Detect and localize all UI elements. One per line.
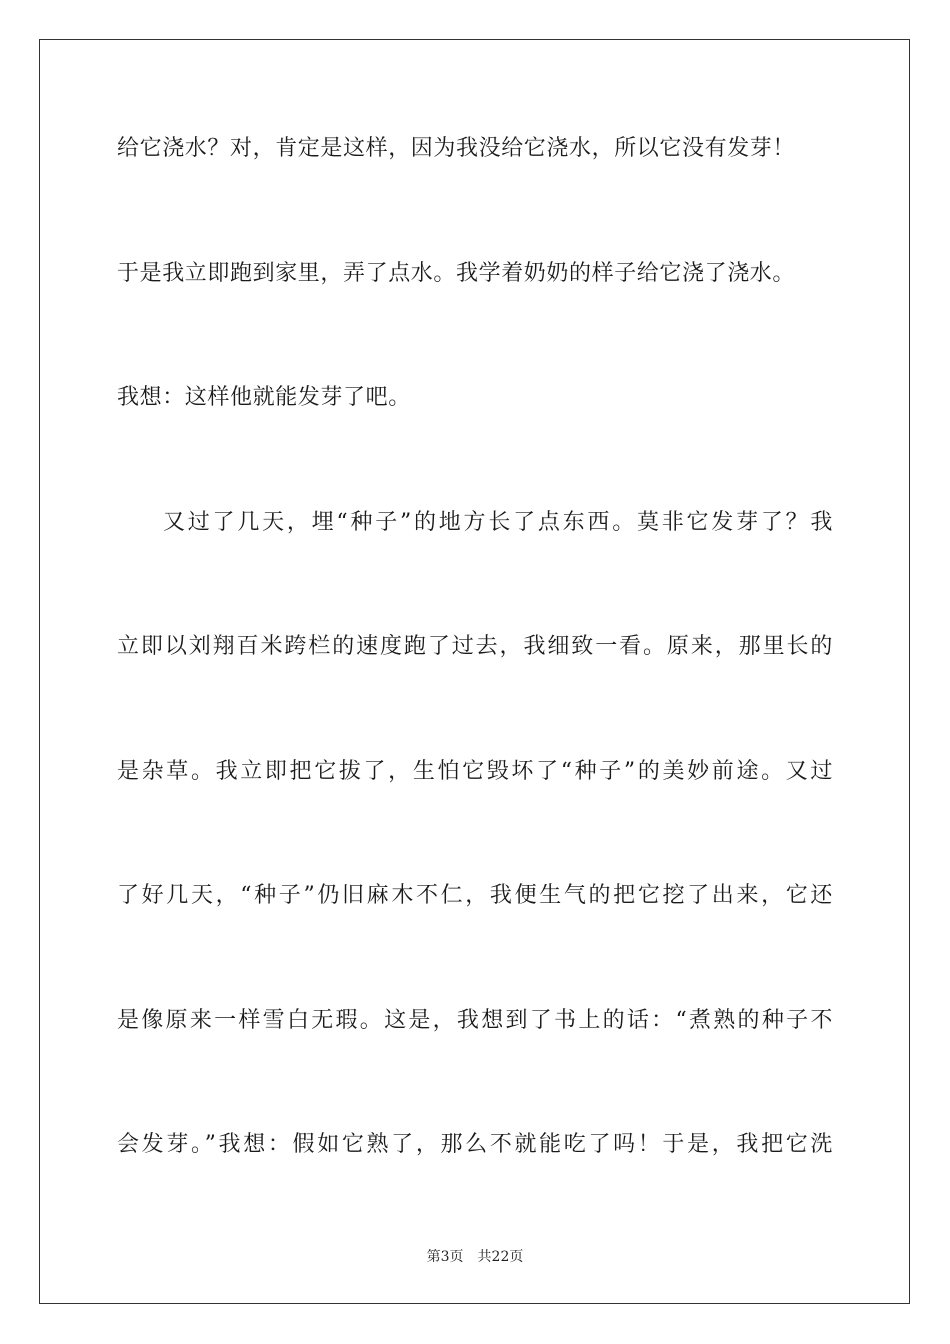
page-footer: [0, 1248, 950, 1266]
paragraph-first-line: 又过了几天，埋“种子”的地方长了点东西。莫非它发芽了？我: [163, 510, 833, 535]
page-number: 第3页: [426, 1249, 464, 1265]
text-line: 会发芽。”我想：假如它熟了，那么不就能吃了吗！于是，我把它洗: [117, 1132, 833, 1157]
text-line: 是杂草。我立即把它拔了，生怕它毁坏了“种子”的美妙前途。又过: [117, 759, 833, 784]
text-line: 立即以刘翔百米跨栏的速度跑了过去，我细致一看。原来，那里长的: [117, 634, 833, 659]
text-line: 是像原来一样雪白无瑕。这是，我想到了书上的话：“煮熟的种子不: [117, 1008, 833, 1033]
text-line: 了好几天，“种子”仍旧麻木不仁，我便生气的把它挖了出来，它还: [117, 883, 833, 908]
text-line: 我想：这样他就能发芽了吧。: [117, 385, 411, 410]
page-total: 共22页: [477, 1249, 524, 1265]
text-line: 给它浇水？对，肯定是这样，因为我没给它浇水，所以它没有发芽！: [117, 136, 796, 161]
page-border: [39, 39, 910, 1304]
text-line: 于是我立即跑到家里，弄了点水。我学着奶奶的样子给它浇了浇水。: [117, 261, 796, 286]
